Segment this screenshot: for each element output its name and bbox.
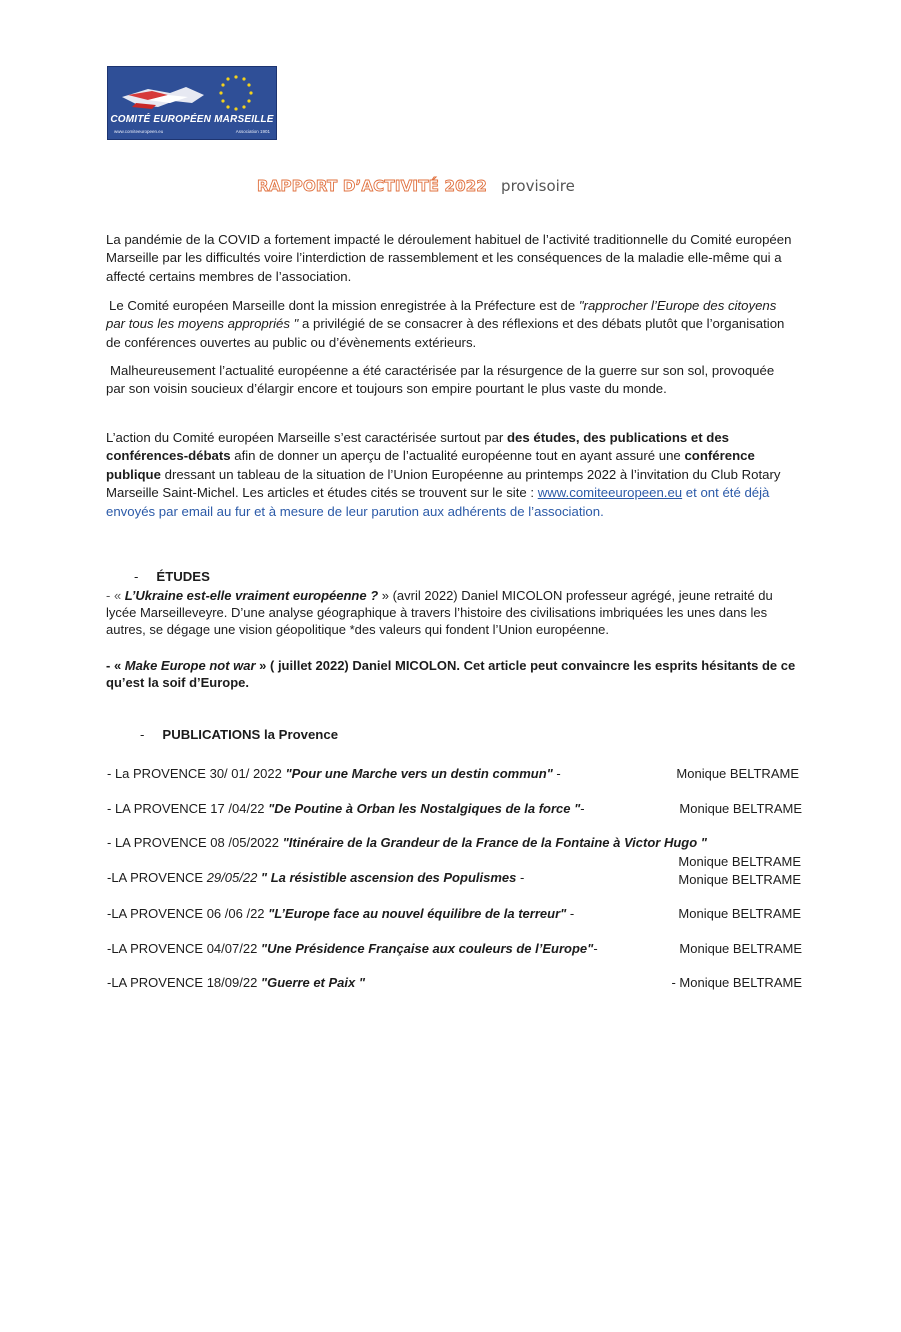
publication-author: Monique BELTRAME <box>679 801 802 816</box>
publication-author: Monique BELTRAME <box>678 906 801 921</box>
publication-author: - Monique BELTRAME <box>671 975 802 990</box>
publication-author: Monique BELTRAME <box>676 766 799 781</box>
publication-author: Monique BELTRAME <box>678 854 801 869</box>
study-title-2: Make Europe not war <box>124 658 256 673</box>
mission-quote: "rapprocher l’Europe des citoyens par tous les moyens appropriés " <box>106 298 777 332</box>
intro-paragraph-3: Malheureusement l’actualité européenne a été caractérisée par la résurgence de la guerre sur son sol, provoquée par son voisin soucieux d’élargir encore et toujours son empire pourtant le plus vaste du monde. <box>106 363 775 397</box>
publication-item: -LA PROVENCE 06 /06 /22 "L’Europe face au nouvel équilibre de la terreur" - Monique BELTRAME <box>107 906 801 921</box>
study-item-1: - « L’Ukraine est-elle vraiment européenne ? » (avril 2022) Daniel MICOLON professeur agrégé, jeune retraité du lycée Marseilleveyre. D’une analyse géographique à travers l’histoire des civilisations imbriquées les unes dans les autres, se dégage une vision géopolitique *des valeurs qui fondent l’Union européenne. <box>106 588 773 638</box>
publication-item: - LA PROVENCE 08 /05/2022 "Itinéraire de la Grandeur de la France de la Fontaine à Victor Hugo " Monique BELTRAME <box>107 835 801 869</box>
publications-heading: - PUBLICATIONS la Provence <box>140 727 339 742</box>
study-item-2: - « Make Europe not war » ( juillet 2022) Daniel MICOLON. Cet article peut convaincre les esprits hésitants de ce qu’est la soif d’Europe. <box>106 658 796 691</box>
publication-item: -LA PROVENCE 29/05/22 " La résistible ascension des Populismes - Monique BELTRAME <box>107 870 801 887</box>
logo <box>107 66 277 140</box>
report-title-row <box>257 177 575 196</box>
publication-author: Monique BELTRAME <box>678 872 801 887</box>
website-link[interactable]: www.comiteeuropeen.eu <box>537 485 683 501</box>
intro-paragraph-1: La pandémie de la COVID a fortement impacté le déroulement habituel de l’activité traditionnelle du Comité européen Marseille par les difficultés voire l’interdiction de rassemblement et les conséquences de la maladie elle-même qui a affecté certains membres de l’association. <box>106 232 792 284</box>
publication-item: -LA PROVENCE 04/07/22 "Une Présidence Française aux couleurs de l’Europe"- Monique BELTRAME <box>107 941 802 956</box>
report-title-suffix: provisoire <box>501 177 575 195</box>
publication-item: - La PROVENCE 30/ 01/ 2022 "Pour une Marche vers un destin commun" - Monique BELTRAME <box>107 766 799 781</box>
logo-association: Association 1901 <box>235 129 270 134</box>
intro-paragraph-2: Le Comité européen Marseille dont la mission enregistrée à la Préfecture est de "rapprocher l’Europe des citoyens par tous les moyens appropriés " a privilégié de se consacrer à des réflexions et des débats plutôt que l’organisation de conférences ouvertes au public ou d’évènements extérieurs. <box>106 298 785 350</box>
publication-item: -LA PROVENCE 18/09/22 "Guerre et Paix " - Monique BELTRAME <box>107 975 802 990</box>
intro-paragraph-4: L’action du Comité européen Marseille s’est caractérisée surtout par des études, des publications et des conférences-débats afin de donner un aperçu de l’actualité européenne tout en ayant assuré une conférence publique dressant un tableau de la situation de l’Union Européenne au printemps 2022 à l’invitation du Club Rotary Marseille Saint-Michel. Les articles et études cités se trouvent sur le site : www.comiteeuropeen.eu et ont été déjà envoyés par email au fur et à mesure de leur parution aux adhérents de l’association. <box>106 430 781 519</box>
study-title-1: L’Ukraine est-elle vraiment européenne ? <box>124 588 379 603</box>
studies-heading: - ÉTUDES <box>134 569 210 584</box>
logo-subline <box>114 129 270 134</box>
publication-author: Monique BELTRAME <box>679 941 802 956</box>
publication-item: - LA PROVENCE 17 /04/22 "De Poutine à Orban les Nostalgiques de la force "- Monique BELTRAME <box>107 801 802 816</box>
report-title: RAPPORT D’ACTIVITÉ 2022 <box>257 177 488 195</box>
logo-website: www.comiteeuropeen.eu <box>114 129 164 134</box>
logo-name: COMITÉ EUROPÉEN MARSEILLE <box>110 114 274 125</box>
